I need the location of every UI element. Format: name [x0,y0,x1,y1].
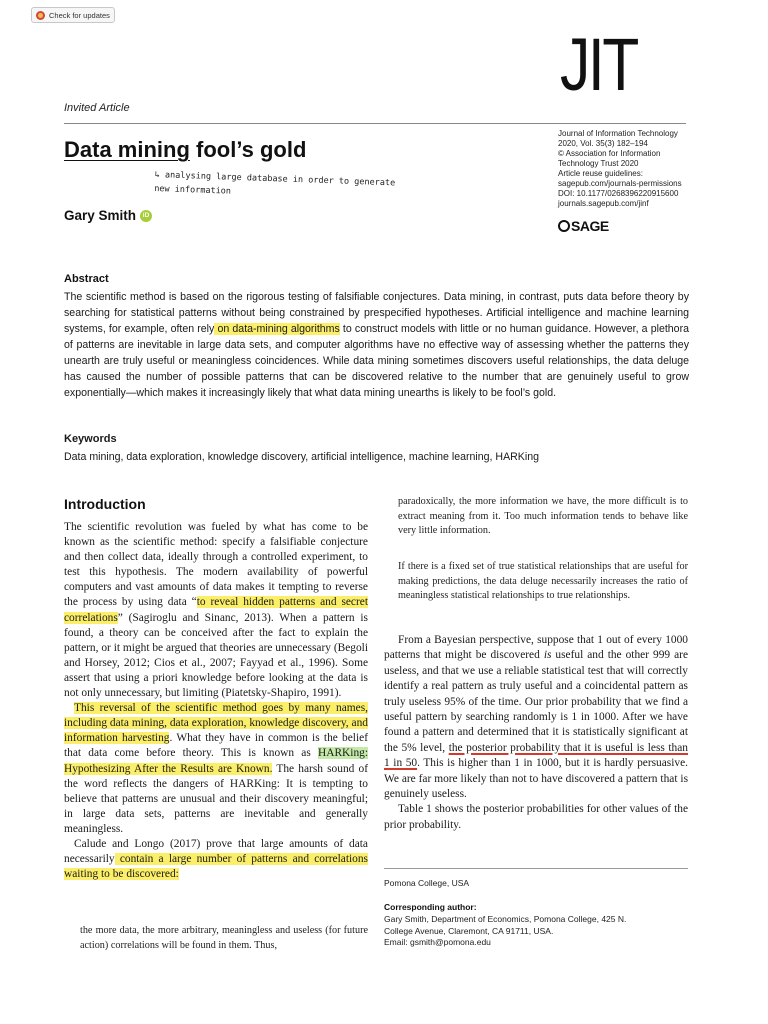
text-run: . What they have in common is the belief that data come before theory. This is known as [64,732,368,760]
affiliation: Pomona College, USA [384,878,470,888]
paragraph [384,633,688,802]
corresponding-author-heading: Corresponding author: [384,902,477,912]
text-run: From a Bayesian perspective, suppose that 1 out of every 1000 patterns that might be discovered [384,634,688,662]
footnote-divider [384,868,688,869]
text-run: . This is higher than 1 in 1000, but it is hardly persuasive. We are far more likely than not to have discovered a pattern that is genuinely useless. [384,757,688,801]
abstract-text [64,289,689,401]
block-quote: paradoxically, the more information we have, the more difficult is to extract meaning from it. Too much information tends to behave like very little information. [398,496,688,536]
paragraph [64,837,368,882]
journal-info-line: 2020, Vol. 35(3) 182–194 [558,139,648,148]
article-type: Invited Article [64,102,130,114]
corr-line: Gary Smith, Department of Economics, Pomona College, 425 N. [384,914,627,924]
abstract-highlight: on data-mining algorithms [214,323,340,335]
journal-info-line: Journal of Information Technology [558,129,678,138]
left-column-body [64,520,368,882]
highlight: This reversal of the scientific method goes by many names, including data mining, data exploration, knowledge discovery, and information harvesting [64,702,368,745]
journal-url-link[interactable]: journals.sagepub.com/jinf [558,199,649,208]
author-name-text: Gary Smith [64,208,137,223]
publisher-logo [558,218,609,234]
highlight: contain a large number of patterns and correlations waiting to be discovered: [64,853,368,881]
underlined-text: the posterior probability that it is useful is less than 1 in 50 [384,741,688,770]
abstract-part: The scientific method is based on the rigorous testing of falsifiable conjectures. Data mining, in contrast, puts data before theory by searching for statistical patterns without being constrained by prespecified hypotheses. Artificial intelligence and machine learning systems, for example, often rely [64,291,689,335]
publisher-name: SAGE [571,218,609,234]
corr-line: College Avenue, Claremont, CA 91711, USA. [384,925,554,936]
journal-info [558,129,693,209]
paragraph [64,520,368,701]
doi-link[interactable]: DOI: 10.1177/0268396220915600 [558,189,679,198]
introduction-heading: Introduction [64,496,146,512]
right-column-body [384,633,688,833]
block-quote: If there is a fixed set of true statistical relationships that are useful for making predictions, the data deluge necessarily increases the ratio of meaningless statistical relationships to true relationships. [398,561,688,601]
title-rest: fool’s gold [189,137,307,162]
paragraph: Table 1 shows the posterior probabilities for other values of the prior probability. [384,803,688,831]
abstract-heading: Abstract [64,273,109,285]
journal-info-line: Article reuse guidelines: [558,169,643,178]
check-for-updates-button[interactable] [31,7,115,23]
check-for-updates-label: Check for updates [49,10,110,20]
text-run: useful and the other 999 are useless, and that we use a reliable statistical test that will correctly identify a real pattern as truly useful and a coincidental pattern as truly useless 95% of the time. Our prior probability that we find a useful pattern by searching randomly is 1 in 1000. After we have found a pattern and determined that it is statistically significant at the 5% level, [384,649,689,754]
header-divider [64,123,686,124]
paragraph [64,701,368,837]
crossmark-icon [36,11,45,20]
text-run: The scientific revolution was fueled by what has come to be known as the scientific method: specify a falsifiable conjecture and then collect data, ideally through a controlled experiment, to test this hypothesis. The modern availability of powerful computers and vast amounts of data makes it tempting to reverse the process by using data “ [64,521,368,609]
handwritten-annotation: ↳ analysing large database in order to generate new information [154,169,396,197]
author-name [64,208,152,223]
title-underlined-part: Data mining [64,137,190,162]
journal-info-link[interactable]: sagepub.com/journals-permissions [558,179,682,188]
journal-logo: JIT [560,23,637,106]
highlight-green: HARKing: [318,747,368,760]
highlight: to reveal hidden patterns and secret correlations [64,596,368,624]
email-link[interactable]: Email: gsmith@pomona.edu [384,937,491,947]
journal-info-line: © Association for Information [558,149,661,158]
italic-text: is [543,649,552,662]
keywords-list: Data mining, data exploration, knowledge discovery, artificial intelligence, machine learning, HARKing [64,451,540,463]
journal-info-line: Technology Trust 2020 [558,159,639,168]
block-quote: the more data, the more arbitrary, meaningless and useless (for future action) correlations will be found in them. Thus, [80,925,368,951]
orcid-icon[interactable]: iD [140,210,152,222]
corresponding-author-details [384,914,684,949]
text-run: The harsh sound of the word reflects the dangers of HARKing: It is tempting to believe that patterns are unusual and their discovery meaningful; in large data sets, patterns are inevitable and generally meaningless. [64,762,368,835]
abstract-part: to construct models with little or no human guidance. However, a plethora of patterns are inevitable in large data sets, and computer algorithms have no effective way of assessing whether the patterns they unearth are truly useful or meaningless coincidences. While data mining sometimes discovers useful relationships, the data deluge has caused the number of possible patterns that can be discovered relative to the number that are genuinely useful to grow exponentially—which makes it increasingly likely that what data mining unearths is likely to be fool’s gold. [64,323,689,399]
keywords-heading: Keywords [64,433,117,445]
text-run: Calude and Longo (2017) prove that large amounts of data necessarily [64,837,368,866]
sage-logo-icon [558,220,570,232]
highlight: Hypothesizing After the Results are Known. [64,762,273,775]
text-run: ” (Sagiroglu and Sinanc, 2013). When a pattern is found, a theory can be conceived after the fact to explain the pattern, or it might be argued that theories are unnecessary (Begoli and Horsey, 2012; Cios et al., 2007; Fayyad et al., 1996). Some assert that using a priori knowledge before looking at the data is not only unnecessary, but limiting (Piatetsky-Shapiro, 1991). [64,611,368,700]
article-title [64,137,306,163]
